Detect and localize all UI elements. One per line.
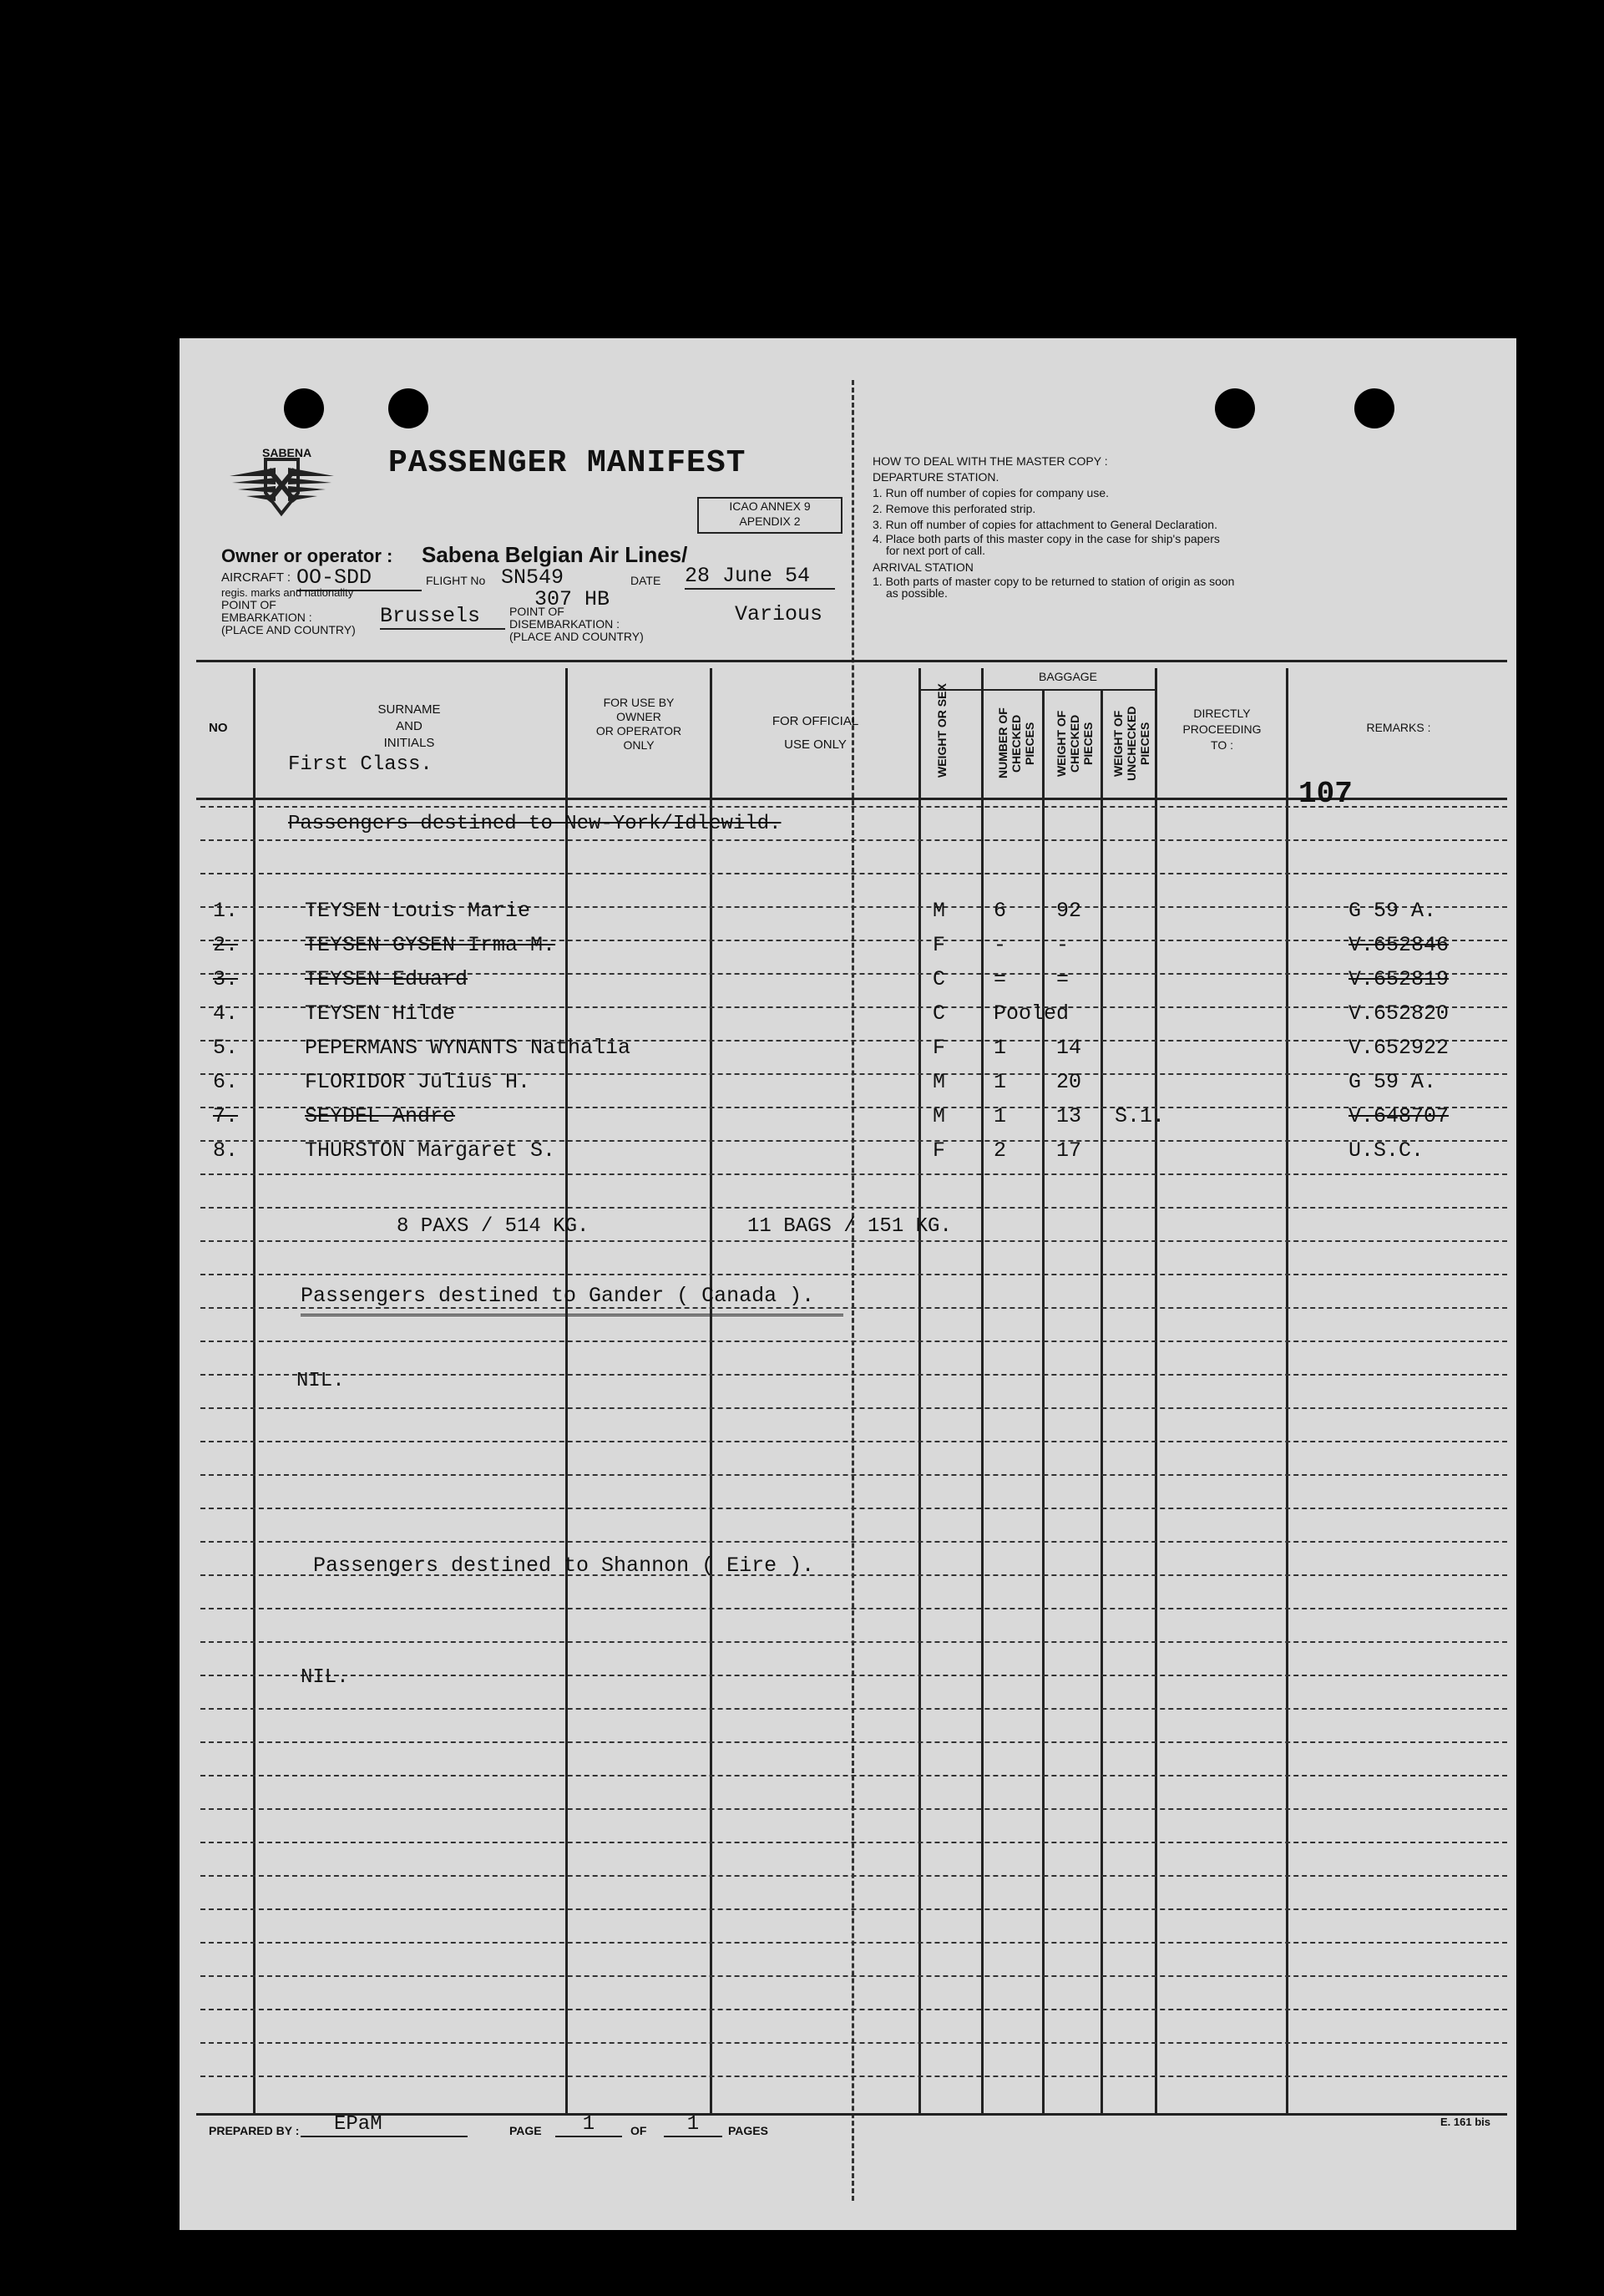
date-label: DATE (630, 574, 661, 587)
pages-label: PAGES (728, 2124, 768, 2137)
form-number: E. 161 bis (1440, 2116, 1490, 2128)
disembark-sub: (PLACE AND COUNTRY) (509, 630, 644, 643)
manifest-sheet (180, 338, 1516, 2230)
section-heading-newyork: Passengers destined to New-York/Idlewild. (288, 813, 782, 835)
passenger-remarks: V.648707 (1348, 1104, 1450, 1128)
passenger-remarks: G 59 A. (1348, 1070, 1437, 1094)
passenger-row (213, 1133, 1503, 1167)
passenger-name: THURSTON Margaret S. (305, 1138, 556, 1163)
gander-underline (301, 1314, 843, 1316)
logo-text: SABENA (262, 446, 312, 459)
passenger-sex: F (933, 1036, 946, 1060)
ruled-line (200, 1173, 1507, 1175)
section-heading-gander: Passengers destined to Gander ( Canada ). (301, 1284, 815, 1308)
disembark-label (509, 606, 644, 643)
baggage-pieces: 2 (994, 1138, 1007, 1163)
punch-hole (1354, 388, 1394, 428)
passenger-number: 3. (213, 967, 239, 991)
passenger-row (213, 1099, 1503, 1133)
baggage-rule (918, 689, 1156, 691)
baggage-weight: 17 (1056, 1138, 1082, 1163)
instructions-heading: HOW TO DEAL WITH THE MASTER COPY : (873, 454, 1108, 468)
ruled-line (200, 1474, 1507, 1476)
col-header-remarks: REMARKS : (1366, 721, 1431, 734)
ruled-line (200, 1775, 1507, 1776)
passenger-row (213, 996, 1503, 1030)
flight-value: SN549 (501, 565, 564, 590)
passenger-row (213, 928, 1503, 961)
baggage-pieces: 1 (994, 1070, 1007, 1094)
class-label: First Class. (288, 753, 433, 776)
col-divider (918, 668, 921, 2113)
header-line: USE ONLY (784, 737, 847, 752)
sabena-logo (225, 443, 338, 522)
ruled-line (200, 1741, 1507, 1743)
header-line: AND (396, 719, 423, 733)
ruled-line (200, 2042, 1507, 2044)
instruction-item: for next port of call. (886, 544, 986, 557)
passenger-row (213, 894, 1503, 927)
col-divider (981, 668, 984, 2113)
punch-hole (388, 388, 428, 428)
owner-label: Owner or operator : (221, 545, 393, 566)
col-header-no: NO (209, 721, 228, 735)
header-line: OWNER (616, 710, 661, 723)
pages-value: 1 (664, 2113, 722, 2137)
page-value: 1 (555, 2113, 622, 2137)
col-divider (710, 668, 712, 2113)
col-divider (253, 668, 256, 2113)
passenger-row (213, 962, 1503, 996)
header-line: SURNAME (377, 702, 441, 717)
prepared-value: EPaM (301, 2113, 468, 2137)
passenger-remarks: V.652820 (1348, 1001, 1450, 1026)
baggage-pieces: = (994, 967, 1007, 991)
passenger-sex: F (933, 1138, 946, 1163)
ruled-line (200, 1374, 1507, 1376)
passenger-sex: C (933, 1001, 946, 1026)
baggage-weight: 14 (1056, 1036, 1082, 1060)
ruled-line (200, 806, 1507, 808)
of-label: OF (630, 2124, 647, 2137)
ruled-line (200, 1875, 1507, 1877)
passenger-name: PEPERMANS WYNANTS Nathalia (305, 1036, 631, 1060)
icao-line2: APENDIX 2 (739, 514, 801, 528)
owner-value: Sabena Belgian Air Lines/ (422, 542, 688, 567)
ruled-line (200, 1808, 1507, 1810)
passenger-row (213, 1065, 1503, 1098)
header-line: FOR OFFICIAL (772, 714, 859, 728)
aircraft-label: AIRCRAFT : (221, 570, 291, 585)
embark-label2: EMBARKATION : (221, 611, 312, 624)
passenger-remarks: G 59 A. (1348, 899, 1437, 923)
disembark-label2: DISEMBARKATION : (509, 617, 620, 631)
baggage-weight: - (1056, 933, 1070, 957)
baggage-weight: = (1056, 967, 1070, 991)
passenger-remarks: V.652846 (1348, 933, 1450, 957)
ruled-line (200, 839, 1507, 841)
icao-line1: ICAO ANNEX 9 (729, 499, 811, 513)
ruled-line (200, 1541, 1507, 1543)
ruled-line (200, 1908, 1507, 1910)
baggage-weight: 20 (1056, 1070, 1082, 1094)
ruled-line (200, 1341, 1507, 1342)
passenger-number: 7. (213, 1104, 239, 1128)
instruction-item: 2. Remove this perforated strip. (873, 502, 1036, 515)
disembark-label1: POINT OF (509, 605, 564, 618)
passenger-sex: M (933, 1104, 946, 1128)
aircraft-sub: regis. marks and nationality (221, 586, 354, 599)
ruled-line (200, 1207, 1507, 1209)
baggage-weight: 13 (1056, 1104, 1082, 1128)
instruction-item: 1. Both parts of master copy to be returned to station of origin as soon (873, 575, 1235, 588)
instruction-item: 4. Place both parts of this master copy in the case for ship's papers (873, 532, 1220, 545)
col-header-official (712, 710, 918, 757)
ruled-line (200, 2076, 1507, 2077)
reference-number: 107 (1298, 777, 1353, 811)
passenger-remarks: V.652922 (1348, 1036, 1450, 1060)
instruction-item: 1. Run off number of copies for company use. (873, 486, 1110, 499)
header-line: DIRECTLY (1193, 707, 1251, 720)
header-line: TO : (1211, 738, 1233, 752)
baggage-pieces: 1 (994, 1104, 1007, 1128)
baggage-pieces: 1 (994, 1036, 1007, 1060)
passenger-number: 4. (213, 1001, 239, 1026)
embark-value: Brussels (380, 604, 505, 630)
baggage-weight: 92 (1056, 899, 1082, 923)
section-heading-shannon: Passengers destined to Shannon ( Eire ). (313, 1553, 815, 1578)
prepared-label: PREPARED BY : (209, 2124, 300, 2137)
icao-box (697, 497, 842, 534)
page-label: PAGE (509, 2124, 542, 2137)
flight-extra: 307 HB (534, 587, 610, 611)
col-header-weight-unchecked: WEIGHT OF UNCHECKED PIECES (1111, 706, 1151, 781)
passenger-name: TEYSEN Hilde (305, 1001, 456, 1026)
col-header-weight-sex: WEIGHT OR SEX (935, 683, 949, 778)
passenger-name: TEYSEN Louis Marie (305, 899, 531, 923)
passenger-number: 8. (213, 1138, 239, 1163)
punch-hole (284, 388, 324, 428)
instruction-item: as possible. (886, 586, 948, 600)
passenger-name: TEYSEN Eduard (305, 967, 468, 991)
header-line: INITIALS (383, 736, 435, 750)
passenger-sex: M (933, 899, 946, 923)
passenger-number: 6. (213, 1070, 239, 1094)
passenger-remarks: U.S.C. (1348, 1138, 1424, 1163)
col-divider (565, 668, 568, 2113)
ruled-line (200, 873, 1507, 874)
totals-bags: 11 BAGS / 151 KG. (747, 1215, 952, 1238)
ruled-line (200, 1240, 1507, 1242)
flight-label: FLIGHT No (426, 574, 486, 587)
passenger-number: 1. (213, 899, 239, 923)
aircraft-value: OO-SDD (296, 565, 422, 591)
ruled-line (200, 2009, 1507, 2010)
col-divider (1286, 668, 1288, 2113)
passenger-sex: C (933, 967, 946, 991)
ruled-line (200, 1608, 1507, 1609)
embark-label (221, 599, 356, 636)
header-line: FOR USE BY (603, 696, 675, 709)
shannon-nil: NIL. (301, 1666, 349, 1689)
passenger-sex: F (933, 933, 946, 957)
ruled-line (200, 1407, 1507, 1409)
ruled-line (200, 1675, 1507, 1676)
page-title: PASSENGER MANIFEST (388, 445, 746, 481)
perforation-line (852, 380, 854, 2201)
col-header-weight-checked: WEIGHT OF CHECKED PIECES (1055, 710, 1095, 777)
passenger-name: SEYDEL Andre (305, 1104, 456, 1128)
passenger-row (213, 1031, 1503, 1064)
ruled-line (200, 1708, 1507, 1710)
passenger-remarks: V.652819 (1348, 967, 1450, 991)
passenger-name: FLORIDOR Julius H. (305, 1070, 531, 1094)
ruled-line (200, 1441, 1507, 1442)
gander-nil: NIL. (296, 1370, 345, 1392)
passenger-name: TEYSEN GYSEN Irma M. (305, 933, 556, 957)
ruled-line (200, 1942, 1507, 1944)
ruled-line (200, 1508, 1507, 1509)
passenger-number: 2. (213, 933, 239, 957)
instruction-item: 3. Run off number of copies for attachment to General Declaration. (873, 518, 1217, 531)
baggage-pieces: 6 (994, 899, 1007, 923)
punch-hole (1215, 388, 1255, 428)
ruled-line (200, 1842, 1507, 1843)
baggage-pieces: Pooled (994, 1001, 1070, 1026)
col-header-baggage: BAGGAGE (1038, 670, 1098, 683)
ruled-line (200, 1274, 1507, 1275)
passenger-sex: M (933, 1070, 946, 1094)
baggage-pieces: - (994, 933, 1007, 957)
departure-heading: DEPARTURE STATION. (873, 470, 999, 484)
instructions-block (873, 454, 1507, 599)
col-header-surname (255, 702, 564, 752)
unchecked-weight: S.1. (1115, 1104, 1166, 1128)
embark-label1: POINT OF (221, 598, 276, 611)
ruled-line (200, 1641, 1507, 1643)
col-header-num-checked: NUMBER OF CHECKED PIECES (996, 707, 1036, 779)
ruled-line (200, 1975, 1507, 1977)
date-value: 28 June 54 (685, 564, 835, 590)
header-line: ONLY (623, 738, 655, 752)
col-header-owner-use (568, 696, 710, 753)
embark-sub: (PLACE AND COUNTRY) (221, 623, 356, 636)
table-top-rule (196, 660, 1507, 662)
passenger-number: 5. (213, 1036, 239, 1060)
col-divider (1155, 668, 1157, 2113)
arrival-heading: ARRIVAL STATION (873, 560, 974, 574)
header-line: PROCEEDING (1182, 722, 1262, 736)
header-line: OR OPERATOR (595, 724, 682, 737)
totals-paxs: 8 PAXS / 514 KG. (397, 1215, 589, 1238)
disembark-value: Various (735, 602, 823, 626)
col-header-directly (1158, 706, 1286, 753)
